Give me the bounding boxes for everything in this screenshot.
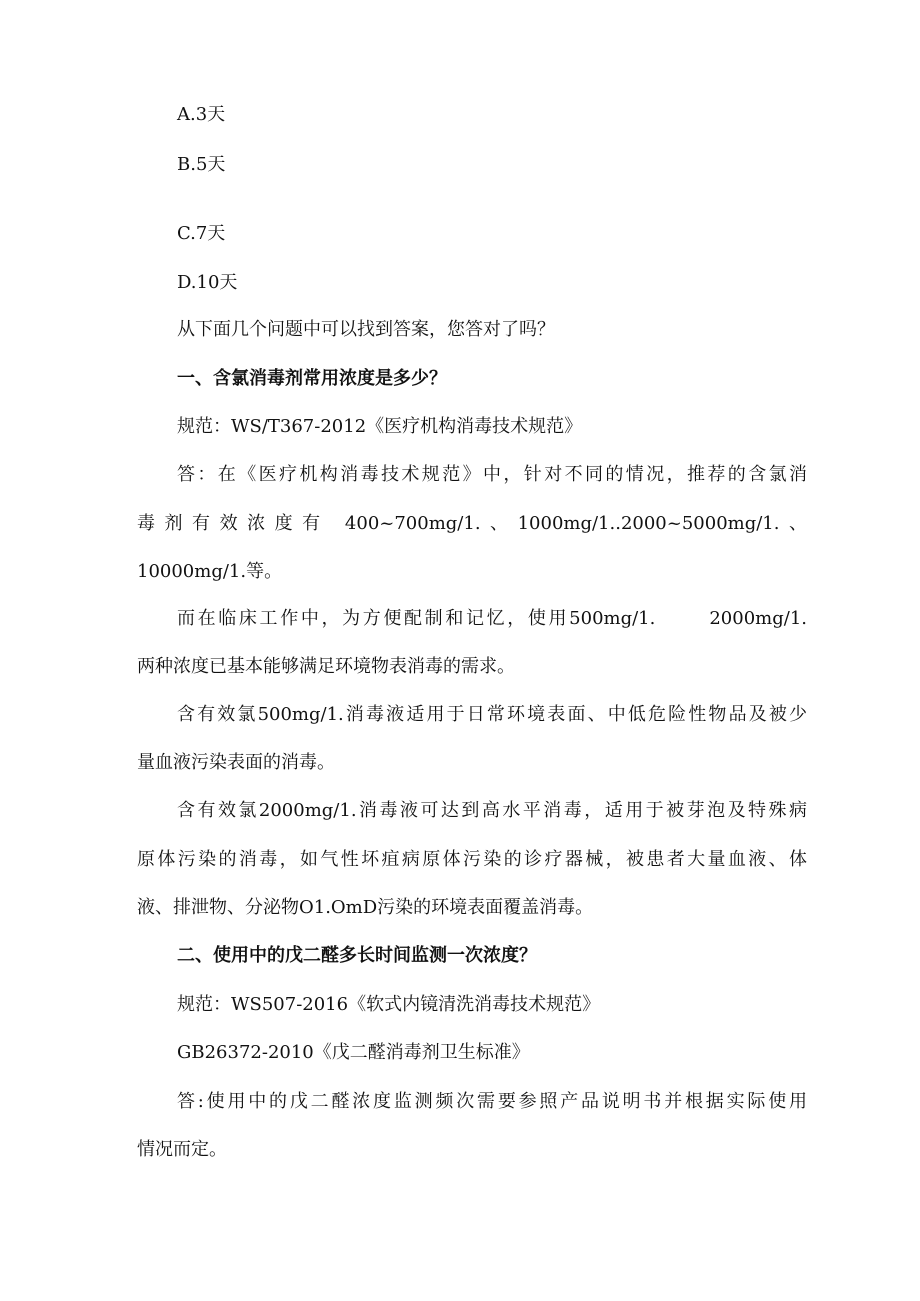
section1-answer-line2: 毒剂有效浓度有 400~700mg/1.、1000mg/1..2000~5000mg/1.、: [137, 513, 807, 534]
option-a: A.3天: [177, 104, 226, 125]
section1-answer-line3: 10000mg/1.等。: [137, 561, 283, 582]
section1-para4-line3: 液、排泄物、分泌物O1.OmD污染的环境表面覆盖消毒。: [137, 897, 594, 918]
section1-para4-line2: 原体污染的消毒，如气性坏疽病原体污染的诊疗器械，被患者大量血液、体: [137, 849, 807, 870]
section2-answer-line1: 答:使用中的戊二醛浓度监测频次需要参照产品说明书并根据实际使用: [177, 1091, 807, 1112]
section1-para3-line2: 量血液污染表面的消毒。: [137, 752, 335, 773]
section1-para2-line2: 两种浓度已基本能够满足环境物表消毒的需求。: [137, 656, 515, 677]
section2-heading: 二、使用中的戊二醛多长时间监测一次浓度？: [177, 945, 537, 966]
section1-heading: 一、含氯消毒剂常用浓度是多少？: [177, 368, 447, 389]
option-b: B.5天: [177, 154, 226, 175]
section1-para3-line1: 含有效氯500mg/1.消毒液适用于日常环境表面、中低危险性物品及被少: [177, 704, 807, 725]
option-d: D.10天: [177, 272, 238, 293]
section2-spec1: 规范：WS507-2016《软式内镜清洗消毒技术规范》: [177, 994, 601, 1015]
section1-spec: 规范：WS/T367-2012《医疗机构消毒技术规范》: [177, 416, 583, 437]
para2-part-b: 2000mg/1.: [709, 608, 807, 629]
section1-para2-line1: [177, 607, 807, 631]
para2-part-a: 而在临床工作中，为方便配制和记忆，使用500mg/1.: [177, 608, 656, 629]
section2-spec2: GB26372-2010《戊二醛消毒剂卫生标准》: [177, 1042, 530, 1063]
section1-answer-line1: 答：在《医疗机构消毒技术规范》中，针对不同的情况，推荐的含氯消: [177, 464, 807, 485]
intro-text: 从下面几个问题中可以找到答案，您答对了吗？: [177, 319, 555, 340]
section2-answer-line2: 情况而定。: [137, 1139, 227, 1160]
option-c: C.7天: [177, 223, 226, 244]
section1-para4-line1: 含有效氯2000mg/1.消毒液可达到高水平消毒，适用于被芽泡及特殊病: [177, 800, 807, 821]
